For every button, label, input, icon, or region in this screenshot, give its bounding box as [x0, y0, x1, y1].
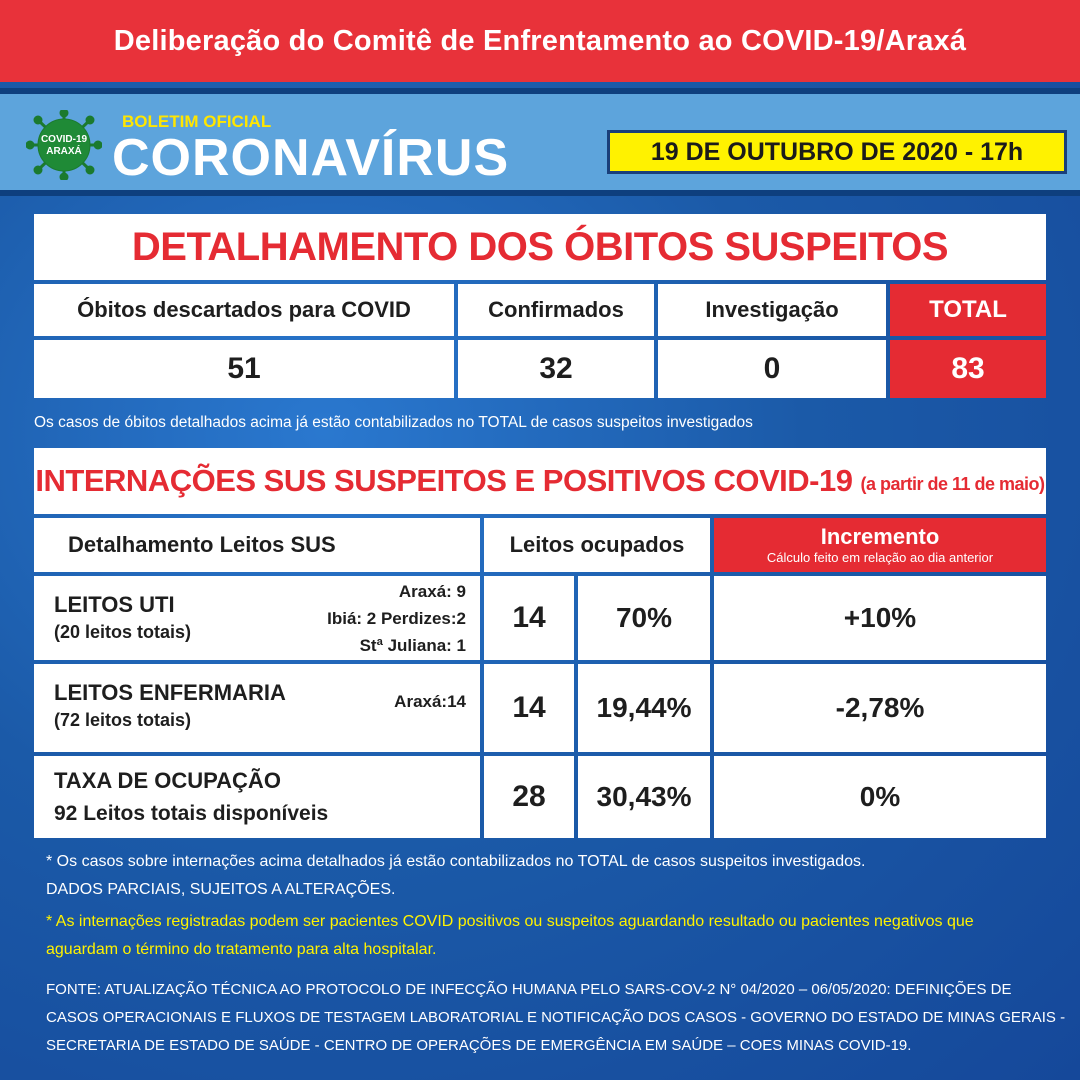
row-enfermaria-sub: (72 leitos totais) [54, 710, 192, 730]
col-detail-label: Detalhamento Leitos SUS [68, 532, 336, 557]
header-title: CORONAVÍRUS [112, 129, 510, 187]
footer-source-line3: SECRETARIA DE ESTADO DE SAÚDE - CENTRO DE OPERAÇÕES DE EMERGÊNCIA EM SAÚDE – COES MINAS COVID-19. [46, 1037, 912, 1054]
footer-source-line1: FONTE: ATUALIZAÇÃO TÉCNICA AO PROTOCOLO DE INFECÇÃO HUMANA PELO SARS-COV-2 N° 04/2020 – 06/05/2020: DEFINIÇÕES DE [46, 981, 1012, 998]
boletim-label: BOLETIM OFICIAL [122, 112, 272, 131]
footer-source-line2: CASOS OPERACIONAIS E FLUXOS DE TESTAGEM LABORATORIAL E NOTIFICAÇÃO DOS CASOS - GOVERNO DO ESTADO DE MINAS GERAIS - [46, 1009, 1066, 1026]
obitos-value-investigacao: 0 [658, 340, 886, 398]
row-enfermaria-count: 14 [484, 664, 574, 752]
obitos-header-descartados: Óbitos descartados para COVID [34, 284, 454, 336]
uti-detail-line3: Stª Juliana: 1 [359, 636, 466, 655]
row-uti-count: 14 [484, 576, 574, 660]
uti-detail-line1: Araxá: 9 [398, 582, 466, 601]
row-taxa-increment: 0% [714, 756, 1046, 838]
header-band [0, 88, 1080, 196]
row-enfermaria-detail: Araxá:14 [394, 692, 466, 711]
row-enfermaria-percent: 19,44% [578, 664, 710, 752]
logo-line1: COVID-19 [40, 134, 88, 145]
col-incremento-sub: Cálculo feito em relação ao dia anterior [766, 550, 994, 565]
col-detail-header [34, 518, 480, 572]
obitos-header-investigacao: Investigação [658, 284, 886, 336]
row-enfermaria-label-cell [34, 664, 480, 752]
obitos-note: Os casos de óbitos detalhados acima já estão contabilizados no TOTAL de casos suspeitos investigados [34, 414, 753, 431]
row-uti-label: LEITOS UTI [54, 592, 175, 617]
row-taxa-percent: 30,43% [578, 756, 710, 838]
row-taxa-label-cell [34, 756, 480, 838]
footer-note1: * Os casos sobre internações acima detalhados já estão contabilizados no TOTAL de casos suspeitos investigados. [46, 853, 866, 870]
col-ocupados-label: Leitos ocupados [509, 532, 685, 557]
row-uti-increment: +10% [714, 576, 1046, 660]
logo-line2: ARAXÁ [46, 146, 82, 157]
row-uti-label-cell [34, 576, 480, 660]
row-taxa-sub: 92 Leitos totais disponíveis [54, 802, 329, 825]
internacoes-title [34, 448, 1046, 514]
internacoes-title-date: (a partir de 11 de maio) [860, 473, 1045, 494]
row-uti-detail [327, 578, 466, 659]
row-uti-sub: (20 leitos totais) [54, 622, 192, 642]
obitos-value-descartados: 51 [34, 340, 454, 398]
row-enfermaria-label: LEITOS ENFERMARIA [54, 680, 286, 705]
logo-text [26, 134, 102, 158]
row-taxa-count: 28 [484, 756, 574, 838]
obitos-header-confirmados: Confirmados [458, 284, 654, 336]
footer-note2: DADOS PARCIAIS, SUJEITOS A ALTERAÇÕES. [46, 881, 396, 898]
internacoes-title-text: INTERNAÇÕES SUS SUSPEITOS E POSITIVOS COVID-19 [35, 463, 853, 498]
footer-note3-line2: aguardam o término do tratamento para alta hospitalar. [46, 941, 437, 958]
obitos-header-total: TOTAL [890, 284, 1046, 336]
uti-detail-line2: Ibiá: 2 Perdizes:2 [327, 609, 466, 628]
col-incremento-label: Incremento [820, 524, 940, 549]
top-banner [0, 0, 1080, 82]
col-incremento-header [714, 518, 1046, 572]
obitos-title: DETALHAMENTO DOS ÓBITOS SUSPEITOS [34, 214, 1046, 280]
col-ocupados-header [484, 518, 710, 572]
obitos-value-total: 83 [890, 340, 1046, 398]
row-taxa-label: TAXA DE OCUPAÇÃO [54, 768, 281, 793]
row-enfermaria-increment: -2,78% [714, 664, 1046, 752]
footer-note3-line1: * As internações registradas podem ser pacientes COVID positivos ou suspeitos aguardando resultado ou pacientes negativos que [46, 913, 974, 930]
date-badge: 19 DE OUTUBRO DE 2020 - 17h [607, 130, 1067, 174]
banner-text: Deliberação do Comitê de Enfrentamento ao COVID-19/Araxá [113, 24, 967, 57]
row-uti-percent: 70% [578, 576, 710, 660]
obitos-value-confirmados: 32 [458, 340, 654, 398]
